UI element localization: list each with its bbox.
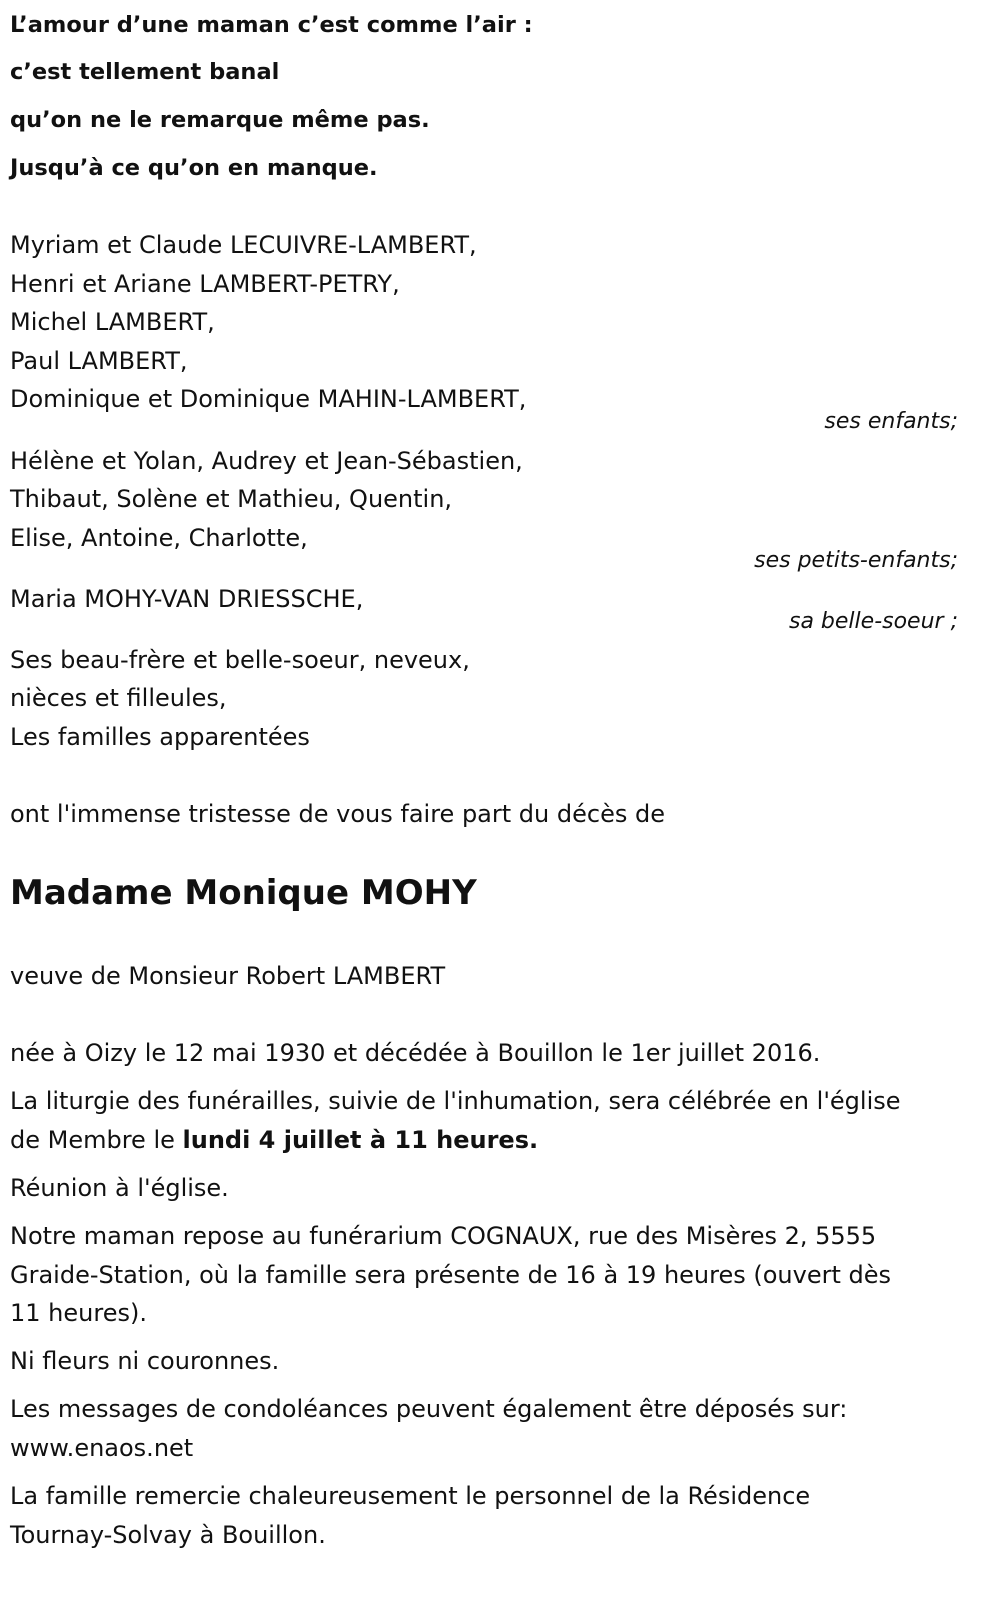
quote-line: qu’on ne le remarque même pas. bbox=[10, 107, 430, 133]
widow-of: veuve de Monsieur Robert LAMBERT bbox=[10, 962, 446, 990]
family-line: Henri et Ariane LAMBERT-PETRY, bbox=[10, 270, 400, 298]
family-line: Myriam et Claude LECUIVRE-LAMBERT, bbox=[10, 231, 477, 259]
relation-label: sa belle-soeur ; bbox=[789, 609, 958, 634]
family-line: Ses beau-frère et belle-soeur, neveux, bbox=[10, 646, 470, 674]
condolences: Les messages de condoléances peuvent également être déposés sur: bbox=[10, 1395, 848, 1423]
funeral-home-line: Notre maman repose au funérarium COGNAUX, rue des Misères 2, 5555 bbox=[10, 1222, 877, 1250]
family-line: Maria MOHY-VAN DRIESSCHE, bbox=[10, 585, 364, 613]
family-line: Elise, Antoine, Charlotte, bbox=[10, 524, 308, 552]
relation-label: ses petits-enfants; bbox=[754, 548, 958, 573]
liturgy-text: de Membre le bbox=[10, 1126, 183, 1154]
family-line: Hélène et Yolan, Audrey et Jean-Sébastien, bbox=[10, 447, 523, 475]
meeting: Réunion à l'église. bbox=[10, 1174, 229, 1202]
liturgy-line bbox=[10, 1125, 538, 1155]
flowers: Ni fleurs ni couronnes. bbox=[10, 1347, 280, 1375]
birth-death: née à Oizy le 12 mai 1930 et décédée à Bouillon le 1er juillet 2016. bbox=[10, 1039, 821, 1067]
liturgy-date: lundi 4 juillet à 11 heures. bbox=[182, 1126, 539, 1154]
website-link[interactable]: www.enaos.net bbox=[10, 1434, 194, 1462]
family-line: Les familles apparentées bbox=[10, 723, 310, 751]
family-line: Paul LAMBERT, bbox=[10, 347, 188, 375]
deceased-name: Madame Monique MOHY bbox=[10, 873, 477, 913]
announcement: ont l'immense tristesse de vous faire part du décès de bbox=[10, 800, 665, 828]
quote-line: L’amour d’une maman c’est comme l’air : bbox=[10, 12, 533, 38]
funeral-home-line: 11 heures). bbox=[10, 1299, 147, 1327]
thanks-line: La famille remercie chaleureusement le personnel de la Résidence bbox=[10, 1482, 811, 1510]
thanks-line: Tournay-Solvay à Bouillon. bbox=[10, 1521, 326, 1549]
family-line: nièces et filleules, bbox=[10, 684, 227, 712]
family-line: Dominique et Dominique MAHIN-LAMBERT, bbox=[10, 385, 527, 413]
funeral-home-line: Graide-Station, où la famille sera présente de 16 à 19 heures (ouvert dès bbox=[10, 1261, 892, 1289]
quote-line: Jusqu’à ce qu’on en manque. bbox=[10, 155, 378, 181]
quote-line: c’est tellement banal bbox=[10, 59, 280, 85]
relation-label: ses enfants; bbox=[824, 409, 958, 434]
liturgy-line: La liturgie des funérailles, suivie de l'inhumation, sera célébrée en l'église bbox=[10, 1087, 901, 1115]
family-line: Michel LAMBERT, bbox=[10, 308, 215, 336]
family-line: Thibaut, Solène et Mathieu, Quentin, bbox=[10, 485, 453, 513]
